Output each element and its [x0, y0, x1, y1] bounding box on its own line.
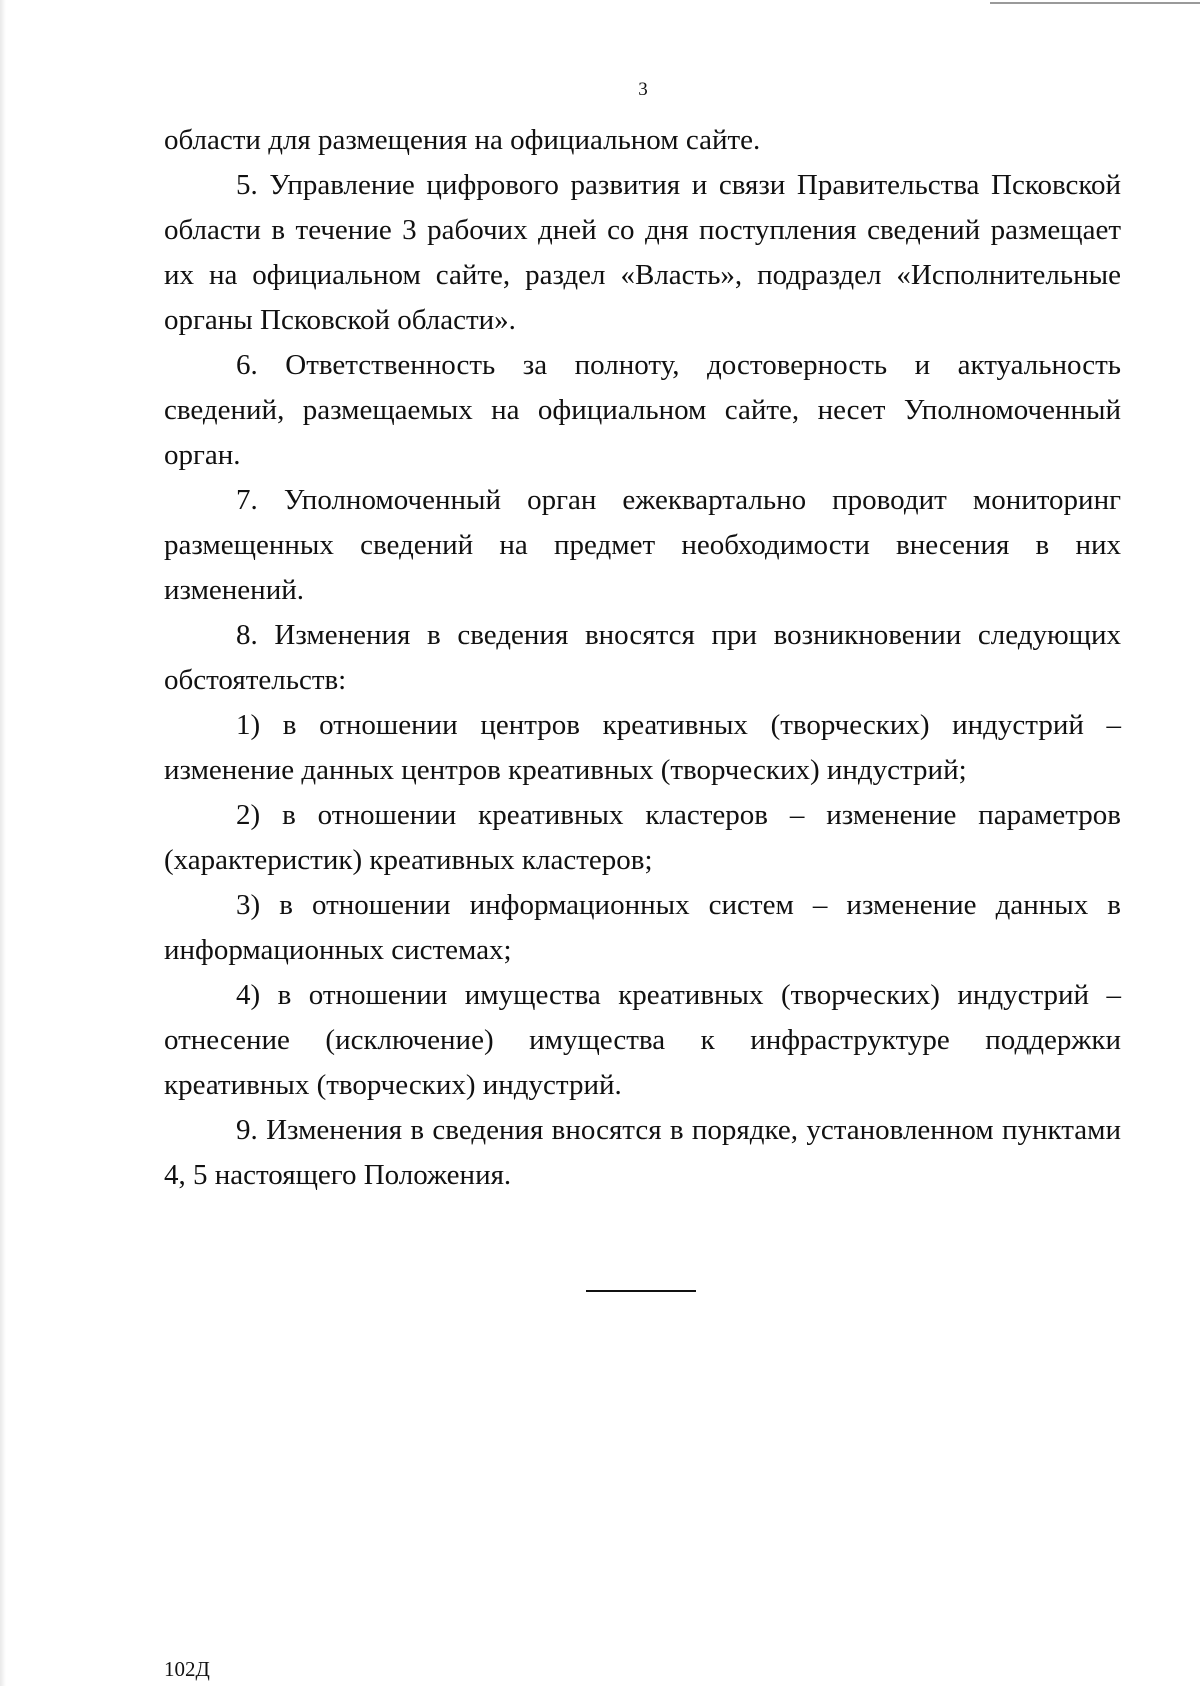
- paragraph-continuation: области для размещения на официальном сайте.: [164, 124, 761, 156]
- subitem-4: 4) в отношении имущества креативных (творческих) индустрий – отнесение (исключение) имущества к инфраструктуре поддержки креативных (творческих) индустрий.: [164, 979, 1121, 1101]
- subitem-1: 1) в отношении центров креативных (творческих) индустрий – изменение данных центров креативных (творческих) индустрий;: [164, 709, 1121, 786]
- paragraph-item-9: 9. Изменения в сведения вносятся в порядке, установленном пунктами 4, 5 настоящего Положения.: [164, 1114, 1121, 1191]
- paragraph-item-7: 7. Уполномоченный орган ежеквартально проводит мониторинг размещенных сведений на предмет необходимости внесения в них изменений.: [164, 484, 1121, 606]
- subitem-3: 3) в отношении информационных систем – изменение данных в информационных системах;: [164, 889, 1121, 966]
- scan-edge: [0, 0, 6, 1686]
- page-number: 3: [638, 79, 648, 100]
- end-of-document-rule: [586, 1290, 696, 1292]
- subitem-2: 2) в отношении креативных кластеров – изменение параметров (характеристик) креативных кластеров;: [164, 799, 1121, 876]
- paragraph-item-6: 6. Ответственность за полноту, достоверность и актуальность сведений, размещаемых на официальном сайте, несет Уполномоченный орган.: [164, 349, 1121, 471]
- paragraph-item-5: 5. Управление цифрового развития и связи Правительства Псковской области в течение 3 рабочих дней со дня поступления сведений размещает их на официальном сайте, раздел «Власть», подраздел «Исполнительные органы Псковской области».: [164, 169, 1121, 336]
- document-body: [164, 118, 1121, 1198]
- footer-document-code: 102Д: [164, 1657, 210, 1681]
- scan-top-line: [990, 2, 1200, 4]
- paragraph-item-8: 8. Изменения в сведения вносятся при возникновении следующих обстоятельств:: [164, 619, 1121, 696]
